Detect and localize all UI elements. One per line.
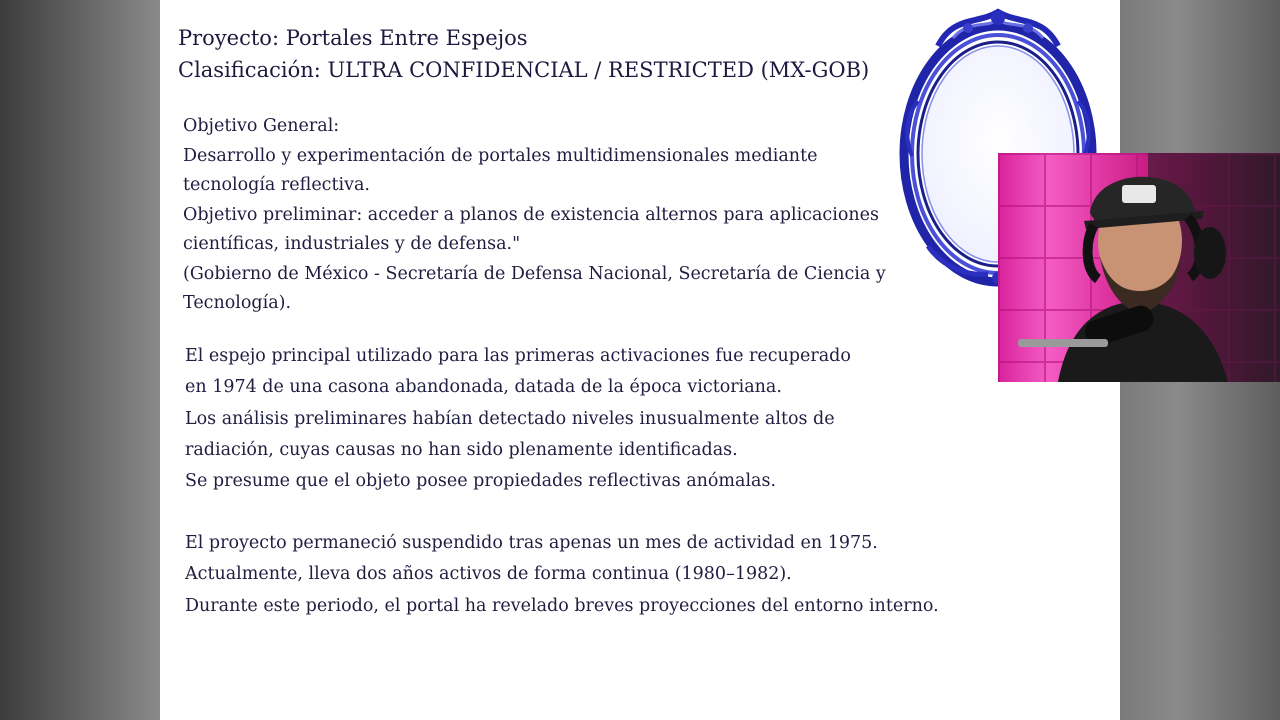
project-title: Proyecto: Portales Entre Espejos	[178, 26, 528, 50]
classification-line: Clasificación: ULTRA CONFIDENCIAL / RESTRICTED (MX-GOB)	[178, 58, 870, 82]
mirror-line: El espejo principal utilizado para las primeras activaciones fue recuperado	[185, 346, 851, 366]
mirror-line: Los análisis preliminares habían detectado niveles inusualmente altos de	[185, 408, 835, 429]
mirror-line: en 1974 de una casona abandonada, datada de la época victoriana.	[185, 377, 782, 398]
objectives-line: Objetivo preliminar: acceder a planos de existencia alternos para aplicaciones	[183, 204, 879, 225]
objectives-section	[183, 112, 886, 319]
objectives-line: (Gobierno de México - Secretaría de Defensa Nacional, Secretaría de Ciencia y	[183, 263, 886, 284]
mirror-line: radiación, cuyas causas no han sido plenamente identificadas.	[185, 439, 738, 460]
project-status-section	[185, 528, 939, 622]
status-line: Durante este periodo, el portal ha revelado breves proyecciones del entorno interno.	[185, 595, 939, 616]
document-header	[178, 22, 869, 86]
objectives-line: Desarrollo y experimentación de portales multidimensionales mediante	[183, 145, 818, 166]
objectives-line: científicas, industriales y de defensa."	[183, 234, 521, 254]
objectives-line: Objetivo General:	[183, 116, 340, 136]
status-line: Actualmente, lleva dos años activos de forma continua (1980–1982).	[185, 564, 792, 585]
objectives-line: tecnología reflectiva.	[183, 175, 370, 195]
objectives-line: Tecnología).	[183, 293, 292, 313]
mirror-section	[185, 341, 851, 497]
status-line: El proyecto permaneció suspendido tras apenas un mes de actividad en 1975.	[185, 533, 878, 553]
webcam-overlay	[998, 153, 1280, 382]
streamer-figure	[998, 153, 1280, 382]
mirror-line: Se presume que el objeto posee propiedades reflectivas anómalas.	[185, 471, 777, 492]
document-page	[160, 0, 1120, 720]
